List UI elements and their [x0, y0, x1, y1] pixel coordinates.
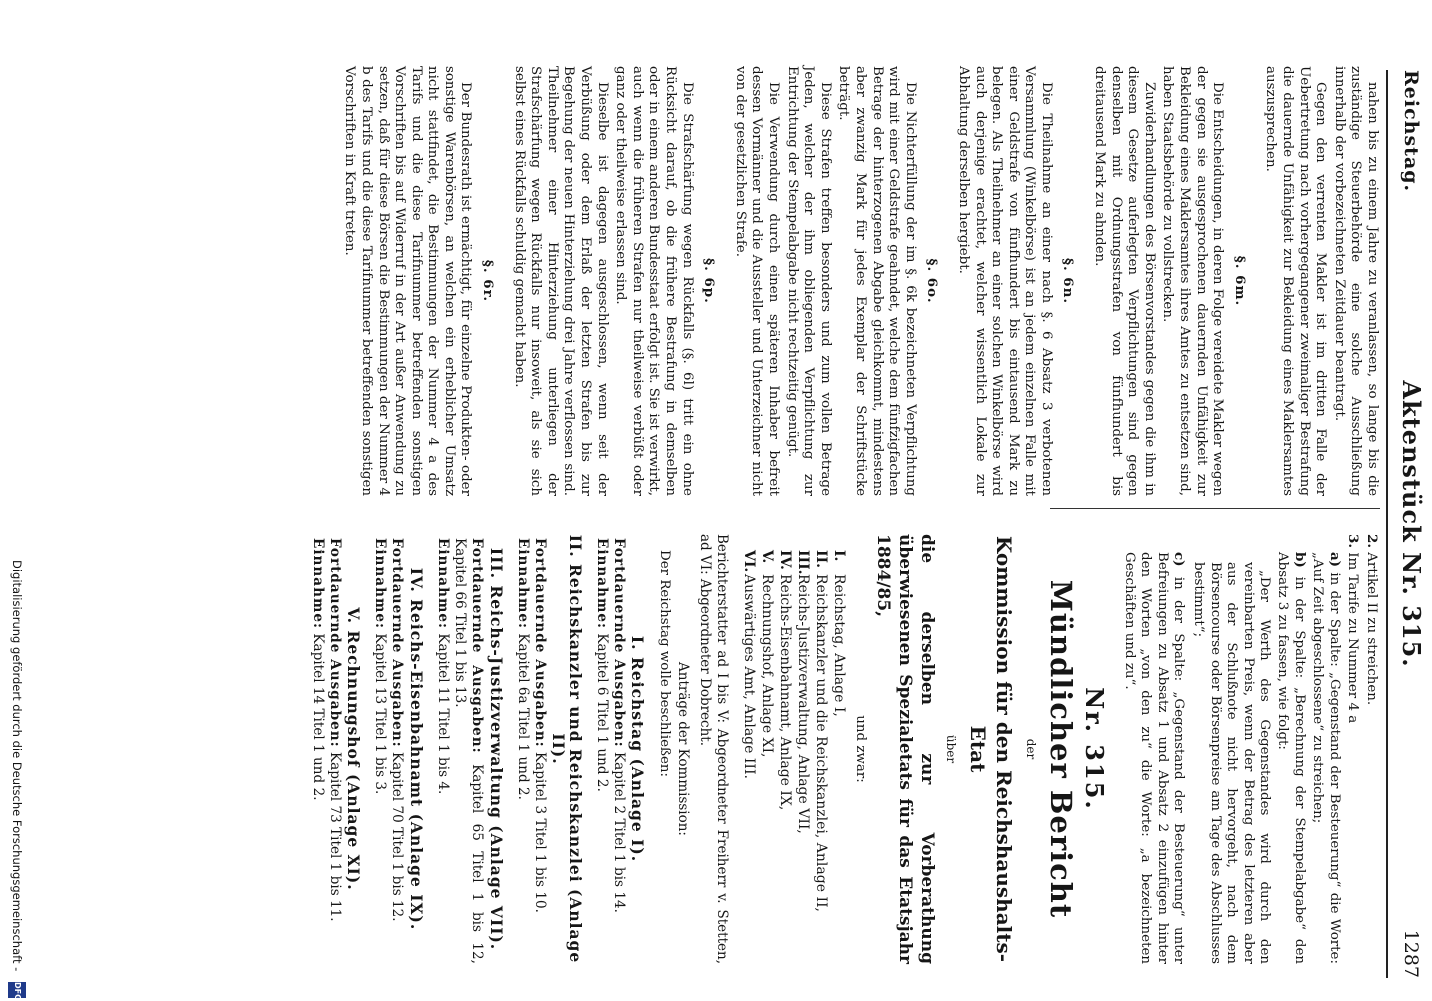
header-document-number: Aktenstück Nr. 315. — [1397, 380, 1426, 668]
report-number: Nr. 315. — [1080, 687, 1110, 811]
budget-heading: II. Reichskanzler und Reichskanzlei (Anlage II). — [549, 534, 585, 964]
annex-number: I. — [830, 550, 847, 562]
report-title: Mündlicher Bericht — [1044, 579, 1079, 919]
budget-line — [531, 538, 548, 964]
list-label: 2. — [1364, 534, 1380, 548]
motions-heading: Anträge der Kommission: — [674, 662, 691, 836]
column-separator — [1050, 508, 1380, 509]
digitization-credit: Digitalisierung gefördert durch die Deutsche Forschungsgemeinschaft - — [10, 560, 24, 972]
header-publication: Reichstag. — [1400, 70, 1422, 193]
resolution-line: Der Reichstag wolle beschließen: — [656, 550, 672, 778]
dfg-logo: DFG — [8, 982, 26, 998]
budget-line — [388, 538, 405, 964]
budget-key: Einnahme: — [372, 538, 389, 630]
paragraph: Dieselbe ist dagegen ausgeschlossen, wenn seit der Verbüßung oder dem Erlaß der letzten Strafen bis zur Begehung der neuen Hinterziehung drei Jahre verflossen sind. Theilnehmer einer Hinterziehung unterliegen der Strafschärfung wegen Rückfalls nur insoweit, als sie sich selbst eines Rückfalls schuldig gemacht haben. — [511, 66, 610, 496]
annex-item — [776, 534, 794, 964]
budget-key: Einnahme: — [593, 538, 610, 630]
list-label: c) — [1171, 552, 1188, 567]
budget-value: Kapitel 65 Titel 1 bis 12, Kapitel 66 Titel 1 bis 13. — [451, 538, 485, 964]
paragraph: Die Theilnahme an einer nach §. 6 Absatz 3 verbotenen Versammlung (Winkelbörse) ist an jedem einzelnen Falle mit einer Geldstrafe von fünfhundert bis eintausend Mark zu belegen. Als Theilnehmer an einer solchen Winkelbörse wird auch derjenige erachtet, welcher wissentlich Lokale zur Abhaltung derselben hergiebt. — [955, 66, 1054, 496]
budget-value: Kapitel 14 Titel 1 und 2. — [309, 633, 326, 801]
annex-text: Reichs-Justizverwaltung, Anlage VII, — [794, 574, 811, 834]
budget-line — [514, 538, 531, 964]
section-heading: §. 6n. — [1060, 257, 1077, 305]
annex-number: III. — [794, 550, 811, 575]
right-column — [309, 534, 1380, 964]
budget-value: Kapitel 11 Titel 1 bis 4. — [434, 633, 451, 795]
budget-key: Fortdauernde Ausgaben: — [389, 538, 406, 748]
rapporteurs: Berichterstatter ad I bis V: Abgeordneter Freiherr v. Stetten, ad VI: Abgeordneter Dobrecht. — [697, 534, 730, 964]
budget-line — [326, 538, 343, 964]
budget-line — [593, 538, 610, 964]
list-item — [1362, 534, 1380, 964]
list-label: 3. — [1345, 534, 1362, 548]
list-label: a) — [1326, 552, 1343, 568]
annex-number: VI. — [740, 550, 757, 573]
budget-value: Kapitel 70 Titel 1 bis 12. — [389, 751, 406, 922]
paragraph: Gegen den verrenten Makler ist im dritten Falle der Uebertretung nach vorhergegangener zweimaliger Bestrafung die dauernde Unfähigkeit zur Bekleidung eines Maklersamtes auszusprechen. — [1263, 66, 1329, 496]
budget-line — [371, 538, 388, 964]
paragraph: Die Strafschärfung wegen Rückfalls (§. 6l) tritt ein ohne Rücksicht darauf, ob die frühere Bestrafung in demselben oder in einem anderen Bundesstaat erfolgt ist. Sie ist verwirkt, auch wenn die früheren Strafen nur theilweise verbüßt oder ganz oder theilweise erlassen sind. — [613, 66, 695, 496]
annex-text: Reichskanzler und die Reichskanzlei, Anlage II, — [812, 574, 829, 912]
list-text: in der Spalte: „Gegenstand der Besteuerung“ die Worte: „Auf Zeit abgeschlossene“ zu streichen; — [1310, 552, 1342, 964]
section-heading: §. 6m. — [1231, 255, 1248, 307]
annex-item — [758, 534, 776, 964]
budget-key: Fortdauernde Ausgaben: — [326, 538, 343, 748]
list-text: Im Tarife zu Nummer 4 a — [1345, 552, 1361, 724]
paragraph: Die Entscheidungen, in deren Folge vereidete Makler wegen der gegen sie ausgesprochenen dauernden Unfähigkeit zur Bekleidung eines Maklersamtes ihres Amtes zu entsetzen sind, haben Staatsbehörde zu vollstrecken. — [1160, 66, 1226, 496]
annex-list — [740, 534, 848, 964]
annex-text: Auswärtiges Amt, Anlage III. — [740, 574, 757, 779]
budget-value: Kapitel 3 Titel 1 bis 10. — [531, 751, 548, 913]
annex-item — [794, 534, 812, 964]
list-text: in der Spalte: „Gegenstand der Besteuerung“ unter Befreiungen zu Absatz 1 und Absatz 2 einzufügen hinter den Worten „von den zu“ die Worte: „a bezeichneten Geschäften und zu“. — [1121, 552, 1187, 964]
list-item — [1344, 534, 1362, 964]
section-heading: §. 6o. — [924, 258, 941, 304]
annex-number: V. — [758, 550, 775, 564]
budget-line — [451, 538, 485, 964]
report-preposition: über — [943, 734, 958, 764]
list-label: b) — [1291, 552, 1308, 568]
budget-key: Einnahme: — [309, 538, 326, 630]
budget-heading: IV. Reichs-Eisenbahnamt (Anlage IX). — [406, 567, 426, 931]
annex-number: IV. — [776, 550, 793, 570]
budget-line — [309, 538, 326, 964]
budget-value: Kapitel 2 Titel 1 bis 14. — [610, 751, 627, 913]
budget-key: Fortdauernde Ausgaben: — [610, 538, 627, 748]
report-article: der — [1024, 738, 1039, 760]
annex-text: Rechnungshof, Anlage XI, — [758, 574, 775, 758]
paragraph: nahen bis zu einem Jahre zu veranlassen, so lange bis die zuständige Steuerbehörde eine solche Ausschließung innerhalb der vorbezeichneten Zeitdauer beantragt. — [1331, 66, 1380, 496]
list-item — [1309, 534, 1343, 964]
budget-key: Einnahme: — [514, 538, 531, 630]
budget-line — [434, 538, 451, 964]
report-subject: die derselben zur Vorberathung überwiesenen Spezialetats für das Etatsjahr 1884/85, — [873, 534, 938, 964]
budget-value: Kapitel 73 Titel 1 bis 11. — [326, 751, 343, 922]
annex-text: Reichstag, Anlage I, — [830, 574, 847, 717]
annex-item — [740, 534, 758, 964]
amendment-list — [1273, 534, 1380, 964]
paragraph: Zuwiderhandlungen des Börsenvorstandes gegen die ihm in diesem Gesetze auferlegten Verpflichtungen sind gegen denselben mit Ordnungsstrafen von fünfhundert bis dreitausend Mark zu ahnden. — [1092, 66, 1157, 496]
left-column — [339, 66, 1380, 496]
budget-key: Fortdauernde Ausgaben: — [468, 538, 485, 754]
section-heading: §. 6p. — [701, 258, 718, 304]
budget-key: Fortdauernde Ausgaben: — [531, 538, 548, 748]
list-text: in der Spalte: „Berechnung der Stempelabgabe“ den Absatz 3 zu fassen, wie folgt: — [1275, 552, 1307, 964]
annex-item — [830, 534, 848, 964]
paragraph: Die Nichterfüllung der im §. 6k bezeichneten Verpflichtung wird mit einer Geldstrafe geahndet, welche dem fünfzigfachen Betrage der hinterzogenen Abgabe gleichkommt, mindestens aber zwanzig Mark für jedes Exemplar der Schriftstücke beträgt. — [836, 66, 918, 496]
list-item — [1273, 534, 1307, 964]
paragraph: Der Bundesrath ist ermächtigt, für einzelne Produkten- oder sonstige Warenbörsen, an welchen ein erheblicher Umsatz nicht stattfindet, die Bestimmungen der Nummer 4 a des Tarifs und die diese Tarifnummer betreffenden sonstigen Vorschriften bis auf Widerruf in der Art außer Anwendung zu setzen, daß für diese Börsen die Bestimmungen der Nummer 4 b des Tarifs und die diese Tarifnummer betreffenden sonstigen Vorschriften in Kraft treten. — [342, 66, 474, 496]
paragraph: Die Verwendung durch einen späteren Inhaber befreit dessen Vormänner und die Aussteller und Unterzeichner nicht von der gesetzlichen Strafe. — [732, 66, 781, 496]
annex-item — [812, 534, 830, 964]
budget-heading: I. Reichstag (Anlage I). — [628, 635, 648, 863]
annex-number: II. — [812, 550, 829, 568]
budget-value: Kapitel 6 Titel 1 und 2. — [593, 633, 610, 792]
section-heading: §. 6r. — [480, 259, 497, 303]
page-header — [1386, 70, 1430, 978]
budget-line — [610, 538, 627, 964]
report-und-zwar: und zwar: — [853, 715, 869, 783]
budget-key: Einnahme: — [434, 538, 451, 630]
commission-name: Kommission für den Reichshaushalts-Etat — [965, 535, 1016, 963]
list-text: Artikel II zu streichen. — [1364, 552, 1379, 706]
paragraph: Diese Strafen treffen besonders und zum vollen Betrage Jeden, welcher der ihm obliegenden Verpflichtung zur Entrichtung der Stempelabgabe nicht rechtzeitig genügt. — [784, 66, 833, 496]
list-item — [1120, 534, 1187, 964]
page-number: 1287 — [1400, 929, 1422, 978]
annex-text: Reichs-Eisenbahnamt, Anlage IX, — [776, 574, 793, 811]
budget-heading: V. Rechnungshof (Anlage XI). — [344, 607, 364, 891]
quoted-text: „Der Werth des Gegenstandes wird durch den vereinbarten Preis, wenn der Betrag des letzteren aber aus der Schlußnote nicht hervorgeht, nach dem Börsencourse oder Börsenpreise am Tage des Abschlusses bestimmt“; — [1191, 562, 1273, 964]
budget-heading: III. Reichs-Justizverwaltung (Anlage VII). — [486, 547, 506, 951]
budget-value: Kapitel 6a Titel 1 und 2. — [514, 633, 531, 800]
budget-value: Kapitel 13 Titel 1 bis 3. — [372, 633, 389, 795]
